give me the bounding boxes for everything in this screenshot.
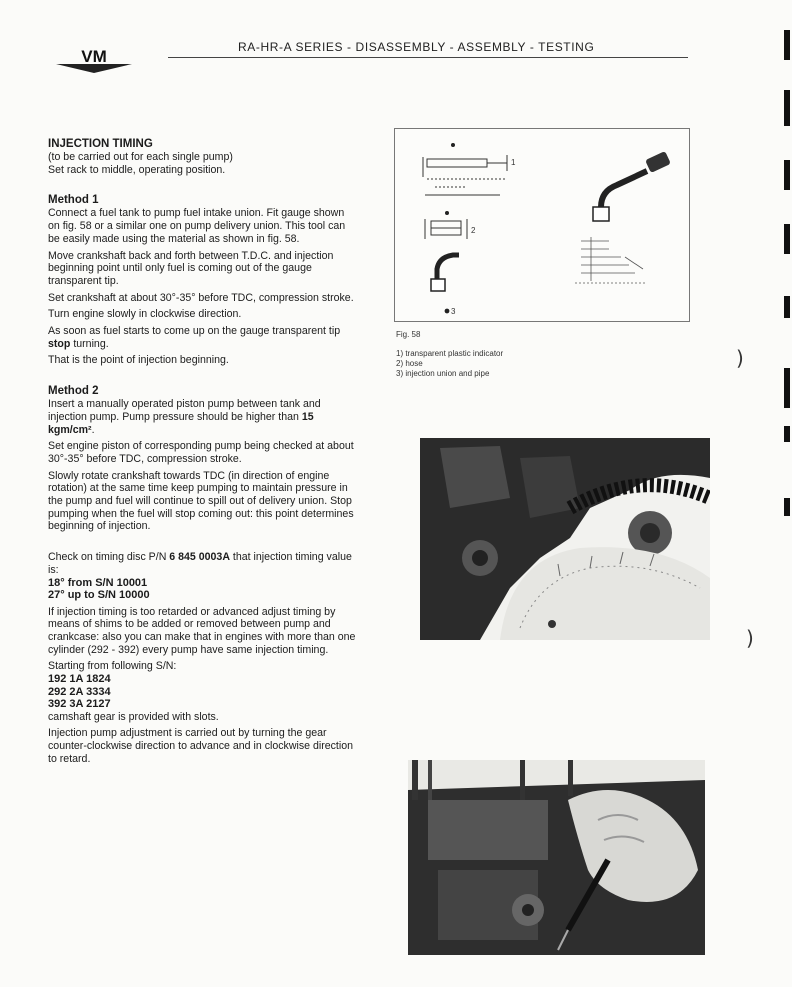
method1-title: Method 1: [48, 194, 99, 207]
figure-58-gauge-drawing: [394, 128, 690, 322]
method1-paragraph: Set crankshaft at about 30°-35° before TDC, compression stroke.: [48, 291, 354, 304]
legend-item: 3) injection union and pipe: [396, 369, 490, 378]
timing-paragraph: Starting from following S/N:: [48, 660, 177, 673]
timing-paragraph: If injection timing is too retarded or advanced adjust timing by means of shims to be added or removed between pump and crankcase: also you can make that in engines with more than one cylinder (292 - 392) every pump have same injection timing.: [48, 605, 356, 656]
timing-paragraph: camshaft gear is provided with slots.: [48, 710, 219, 723]
method1-paragraph: Turn engine slowly in clockwise direction.: [48, 308, 242, 321]
method1-paragraph: That is the point of injection beginning.: [48, 354, 229, 367]
timing-paragraph: Check on timing disc P/N 6 845 0003A that injection timing value is:: [48, 551, 352, 576]
main-text-column: [48, 138, 356, 769]
vm-logo: [52, 44, 136, 74]
method2-paragraph: Slowly rotate crankshaft towards TDC (in direction of engine rotation) at the same time keep pumping to maintain pressure in the pump and fuel will continue to spill out of delivery union. Stop pumping when the fuel will stop coming out: this point determines beginning of injection.: [48, 469, 354, 533]
section-title: INJECTION TIMING: [48, 138, 153, 150]
page-edge-mark: [784, 160, 790, 190]
method1-paragraph: Move crankshaft back and forth between T.D.C. and injection beginning point until only fuel is coming out of the gauge transparent tip.: [48, 249, 334, 287]
timing-paragraph: Injection pump adjustment is carried out by turning the gear counter-clockwise direction to advance and in clockwise direction to retard.: [48, 727, 354, 765]
serial-number: 192 1A 1824: [48, 673, 111, 686]
figure-callout-2: 2: [471, 226, 476, 235]
timing-value: 18° from S/N 10001: [48, 576, 148, 589]
page-edge-mark: [784, 368, 790, 408]
figure-legend: [396, 349, 503, 379]
margin-mark: ): [736, 346, 744, 370]
figure-callout-1: 1: [511, 158, 516, 167]
timing-disc-photo: [420, 438, 710, 640]
method2-paragraph: Insert a manually operated piston pump between tank and injection pump. Pump pressure should be higher than 15 kgm/cm².: [48, 398, 321, 436]
margin-mark: ): [746, 626, 754, 650]
serial-number: 392 3A 2127: [48, 698, 111, 711]
page-edge-mark: [784, 30, 790, 60]
section-subtitle: (to be carried out for each single pump): [48, 151, 233, 163]
method1-paragraph: Connect a fuel tank to pump fuel intake union. Fit gauge shown on fig. 58 or a similar one on pump delivery union. This tool can be easily made using the material as shown in fig. 58.: [48, 207, 346, 245]
figure-callout-3: 3: [451, 307, 456, 316]
serial-number: 292 2A 3334: [48, 685, 111, 698]
timing-value: 27° up to S/N 10000: [48, 589, 150, 602]
method1-paragraph: As soon as fuel starts to come up on the gauge transparent tip stop turning.: [48, 325, 341, 350]
figure-caption: Fig. 58: [396, 330, 421, 339]
page-edge-mark: [784, 224, 790, 254]
logo-text: VM: [81, 47, 107, 66]
page-edge-mark: [784, 296, 790, 318]
section-intro: Set rack to middle, operating position.: [48, 163, 226, 176]
method2-title: Method 2: [48, 385, 99, 398]
page-edge-mark: [784, 498, 790, 516]
pump-adjustment-photo: [408, 760, 705, 955]
method2-paragraph: Set engine piston of corresponding pump being checked at about 30°-35° before TDC, compression stroke.: [48, 440, 354, 465]
page-header-title: RA-HR-A SERIES - DISASSEMBLY - ASSEMBLY - TESTING: [238, 40, 595, 54]
page-edge-mark: [784, 426, 790, 442]
header-divider: [168, 57, 688, 58]
page-edge-mark: [784, 90, 790, 126]
legend-item: 2) hose: [396, 359, 423, 368]
legend-item: 1) transparent plastic indicator: [396, 349, 504, 358]
